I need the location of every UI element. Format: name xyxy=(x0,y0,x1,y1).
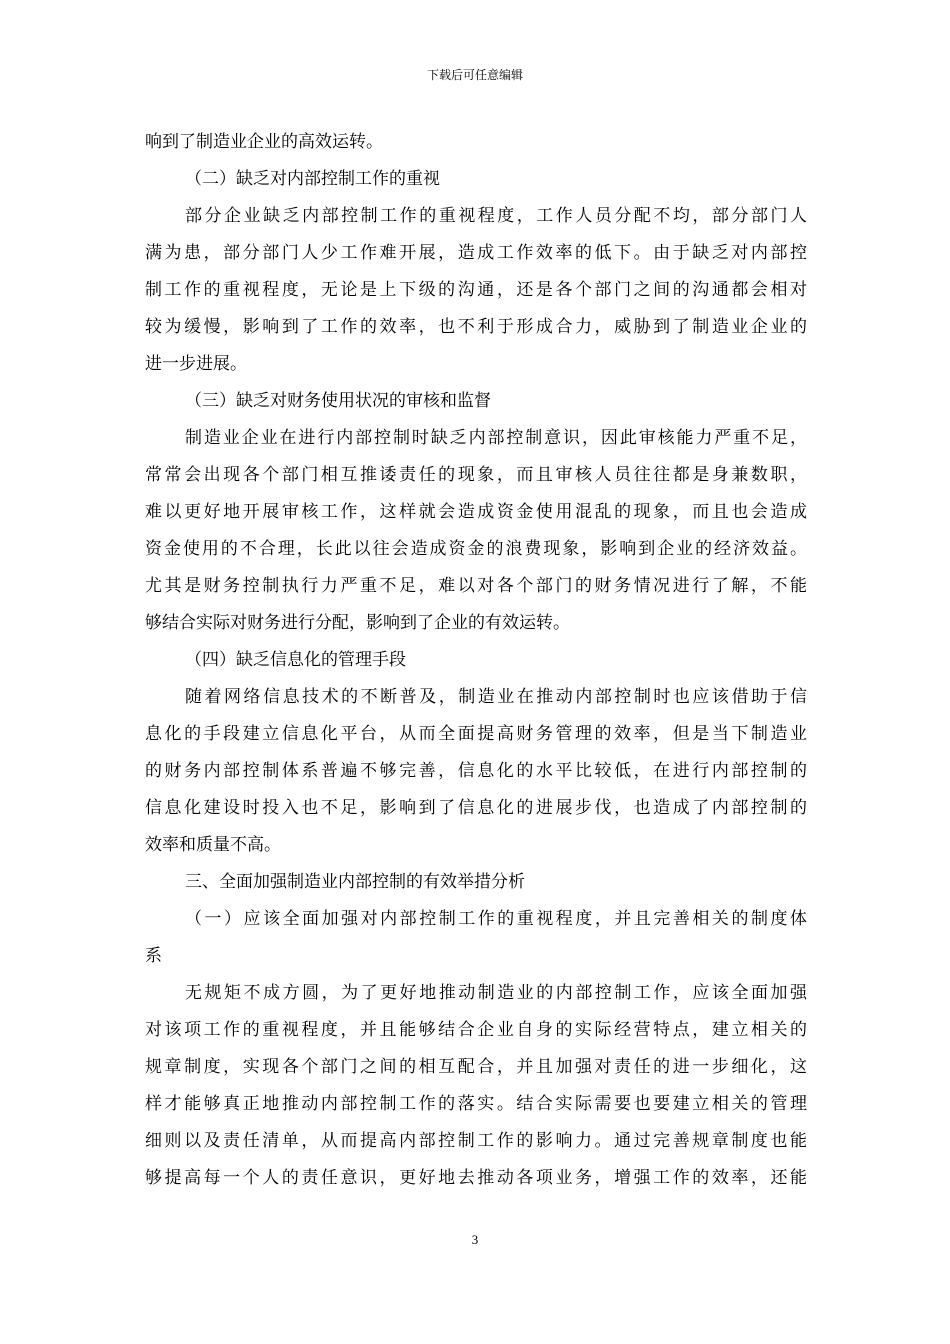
text-line: 制造业企业在进行内部控制时缺乏内部控制意识，因此审核能力严重不足， xyxy=(185,428,807,448)
text-line: 资金使用的不合理，长此以往会造成资金的浪费现象，影响到企业的经济效益。 xyxy=(145,539,807,559)
section-heading: （四）缺乏信息化的管理手段 xyxy=(185,650,406,670)
text-line: 常常会出现各个部门相互推诿责任的现象，而且审核人员往往都是身兼数职， xyxy=(145,465,807,485)
document-body xyxy=(145,124,807,1197)
text-line: 够提高每一个人的责任意识，更好地去推动各项业务，增强工作的效率，还能 xyxy=(145,1168,807,1188)
text-line: （一）应该全面加强对内部控制工作的重视程度，并且完善相关的制度体 xyxy=(185,909,807,929)
text-line: 的财务内部控制体系普遍不够完善，信息化的水平比较低，在进行内部控制的 xyxy=(145,761,807,781)
text-line: 信息化建设时投入也不足，影响到了信息化的进展步伐，也造成了内部控制的 xyxy=(145,798,807,818)
text-line: 无规矩不成方圆，为了更好地推动制造业的内部控制工作，应该全面加强 xyxy=(185,983,807,1003)
text-line: 系 xyxy=(145,946,162,966)
text-line: 够结合实际对财务进行分配，影响到了企业的有效运转。 xyxy=(145,613,570,633)
text-line: 细则以及责任清单，从而提高内部控制工作的影响力。通过完善规章制度也能 xyxy=(145,1131,807,1151)
text-line: 对该项工作的重视程度，并且能够结合企业自身的实际经营特点，建立相关的 xyxy=(145,1020,807,1040)
text-line: 部分企业缺乏内部控制工作的重视程度，工作人员分配不均，部分部门人 xyxy=(185,206,807,226)
text-line: 息化的手段建立信息化平台，从而全面提高财务管理的效率，但是当下制造业 xyxy=(145,724,807,744)
section-heading: （三）缺乏对财务使用状况的审核和监督 xyxy=(185,391,491,411)
text-line: 随着网络信息技术的不断普及，制造业在推动内部控制时也应该借助于信 xyxy=(185,687,807,707)
text-line: 尤其是财务控制执行力严重不足，难以对各个部门的财务情况进行了解，不能 xyxy=(145,576,807,596)
text-line: 样才能够真正地推动内部控制工作的落实。结合实际需要也要建立相关的管理 xyxy=(145,1094,807,1114)
text-line: 制工作的重视程度，无论是上下级的沟通，还是各个部门之间的沟通都会相对 xyxy=(145,280,807,300)
text-line: 难以更好地开展审核工作，这样就会造成资金使用混乱的现象，而且也会造成 xyxy=(145,502,807,522)
section-heading: 三、全面加强制造业内部控制的有效举措分析 xyxy=(185,872,525,892)
section-heading: （二）缺乏对内部控制工作的重视 xyxy=(185,169,440,189)
text-line: 较为缓慢，影响到了工作的效率，也不利于形成合力，威胁到了制造业企业的 xyxy=(145,317,807,337)
text-line: 响到了制造业企业的高效运转。 xyxy=(145,132,383,152)
text-line: 规章制度，实现各个部门之间的相互配合，并且加强对责任的进一步细化，这 xyxy=(145,1057,807,1077)
text-line: 效率和质量不高。 xyxy=(145,835,281,855)
text-line: 进一步进展。 xyxy=(145,354,247,374)
page-number: 3 xyxy=(471,1232,479,1247)
page-header: 下载后可任意编辑 xyxy=(426,68,523,82)
text-line: 满为患，部分部门人少工作难开展，造成工作效率的低下。由于缺乏对内部控 xyxy=(145,243,807,263)
